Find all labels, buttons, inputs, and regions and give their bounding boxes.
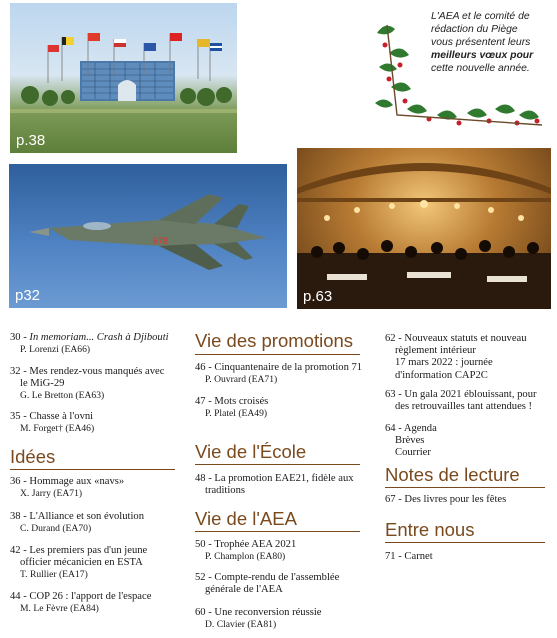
- page-ref-label: p.38: [16, 132, 46, 149]
- page-number: 46 -: [195, 362, 215, 373]
- entry-author: M. Forget† (EA46): [20, 423, 95, 435]
- gala-photo: [297, 148, 551, 309]
- entry-title: Un gala 2021 éblouissant, pour: [404, 389, 537, 400]
- toc-entry[interactable]: [10, 476, 190, 500]
- entry-title: Brèves: [395, 435, 425, 447]
- toc-entry[interactable]: [10, 332, 190, 356]
- entry-title: Agenda: [403, 423, 437, 434]
- section-title: Vie de l'École: [195, 441, 307, 462]
- section-rule: [385, 542, 545, 543]
- entry-author: T. Rullier (EA17): [20, 569, 88, 581]
- page-number: 50 -: [195, 539, 215, 550]
- greeting-line: L'AEA et le comité de: [431, 11, 530, 22]
- greeting-line: cette nouvelle année.: [431, 63, 530, 74]
- entry-title: Une reconversion réussie: [214, 607, 322, 618]
- entry-title: règlement intérieur: [395, 345, 476, 357]
- entry-title: In memoriam... Crash à Djibouti: [29, 332, 169, 343]
- page-number: 60 -: [195, 607, 215, 618]
- page-ref-label: p32: [15, 287, 41, 304]
- svg-text:678: 678: [153, 236, 169, 246]
- building-illustration: [10, 3, 237, 153]
- entry-title: Des livres pour les fêtes: [404, 494, 507, 505]
- entry-author: P. Champlon (EA80): [205, 551, 286, 563]
- section-title: Notes de lecture: [385, 464, 520, 485]
- entry-title: La promotion EAE21, fidèle aux: [214, 473, 354, 484]
- toc-entry[interactable]: [195, 539, 375, 563]
- section-rule: [195, 464, 360, 465]
- entry-title: officier mécanicien en ESTA: [20, 557, 143, 569]
- page-number: 42 -: [10, 545, 30, 556]
- toc-entry[interactable]: [195, 396, 375, 420]
- section-title: Vie des promotions: [195, 330, 354, 351]
- entry-title: Mes rendez-vous manqués avec: [29, 366, 165, 377]
- page-number: 64 -: [385, 423, 404, 434]
- entry-title: Carnet: [404, 551, 433, 562]
- gala-illustration: [297, 148, 551, 309]
- page-number: 62 -: [385, 333, 405, 344]
- toc-entry[interactable]: [10, 411, 190, 435]
- toc-entry[interactable]: [195, 572, 375, 596]
- toc-entry[interactable]: [10, 545, 190, 582]
- greeting-line: meilleurs vœux pour: [431, 50, 534, 61]
- entry-author: P. Lorenzi (EA66): [20, 344, 91, 356]
- section-title: Entre nous: [385, 519, 475, 540]
- page-number: 44 -: [10, 591, 30, 602]
- section-rule: [195, 354, 360, 355]
- page-number: 52 -: [195, 572, 215, 583]
- section-rule: [195, 531, 360, 532]
- entry-author: D. Clavier (EA81): [205, 619, 277, 631]
- entry-title: 17 mars 2022 : journée: [395, 357, 493, 369]
- entry-author: P. Platel (EA49): [205, 408, 268, 420]
- entry-title: le MiG-29: [20, 378, 65, 390]
- page-number: 32 -: [10, 366, 30, 377]
- toc-entry[interactable]: [10, 511, 190, 535]
- entry-title: traditions: [205, 485, 246, 497]
- building-photo: [10, 3, 237, 153]
- page-number: 48 -: [195, 473, 215, 484]
- section-title: Idées: [10, 446, 56, 467]
- entry-title: L'Alliance et son évolution: [29, 511, 145, 522]
- page-number: 35 -: [10, 411, 30, 422]
- page-number: 63 -: [385, 389, 405, 400]
- page-number: 47 -: [195, 396, 215, 407]
- entry-title: Les premiers pas d'un jeune: [29, 545, 148, 556]
- jet-illustration: [9, 164, 287, 308]
- entry-title: Cinquantenaire de la promotion 71: [214, 362, 363, 373]
- greeting-text: [431, 10, 549, 75]
- section-title: Vie de l'AEA: [195, 508, 297, 529]
- toc-entry[interactable]: [195, 473, 375, 497]
- entry-author: P. Ouvrard (EA71): [205, 374, 278, 386]
- entry-author: G. Le Bretton (EA63): [20, 390, 105, 402]
- page-number: 36 -: [10, 476, 30, 487]
- entry-title: Courrier: [395, 447, 431, 459]
- page-number: 71 -: [385, 551, 405, 562]
- toc-entry[interactable]: [385, 333, 553, 382]
- page-ref-label: p.63: [303, 288, 333, 305]
- toc-entry[interactable]: [385, 494, 553, 506]
- entry-title: générale de l'AEA: [205, 584, 283, 596]
- page-number: 38 -: [10, 511, 30, 522]
- entry-title: COP 26 : l'apport de l'espace: [29, 591, 152, 602]
- entry-title: d'information CAP2C: [395, 369, 488, 381]
- entry-title: Compte-rendu de l'assemblée: [214, 572, 340, 583]
- greeting-line: rédaction du Piège: [431, 24, 518, 35]
- toc-entry[interactable]: [385, 551, 553, 563]
- toc-entry[interactable]: [10, 591, 190, 615]
- greeting-card: [367, 5, 549, 133]
- toc-entry[interactable]: [10, 366, 190, 403]
- toc-entry[interactable]: [385, 423, 553, 460]
- section-rule: [10, 469, 175, 470]
- toc-entry[interactable]: [385, 389, 553, 413]
- entry-title: Mots croisés: [214, 396, 269, 407]
- page-number: 67 -: [385, 494, 405, 505]
- jet-photo: [9, 164, 287, 308]
- entry-title: des retrouvailles tant attendues !: [395, 401, 533, 413]
- section-rule: [385, 487, 545, 488]
- page-number: 30 -: [10, 332, 30, 343]
- entry-title: Hommage aux «navs»: [29, 476, 125, 487]
- toc-entry[interactable]: [195, 607, 375, 631]
- entry-author: C. Durand (EA70): [20, 523, 92, 535]
- entry-author: X. Jarry (EA71): [20, 488, 83, 500]
- entry-title: Chasse à l'ovni: [29, 411, 94, 422]
- entry-title: Nouveaux statuts et nouveau: [404, 333, 527, 344]
- entry-author: M. Le Fèvre (EA84): [20, 603, 99, 615]
- entry-title: Trophée AEA 2021: [214, 539, 297, 550]
- greeting-line: vous présentent leurs: [431, 37, 531, 48]
- toc-entry[interactable]: [195, 362, 375, 386]
